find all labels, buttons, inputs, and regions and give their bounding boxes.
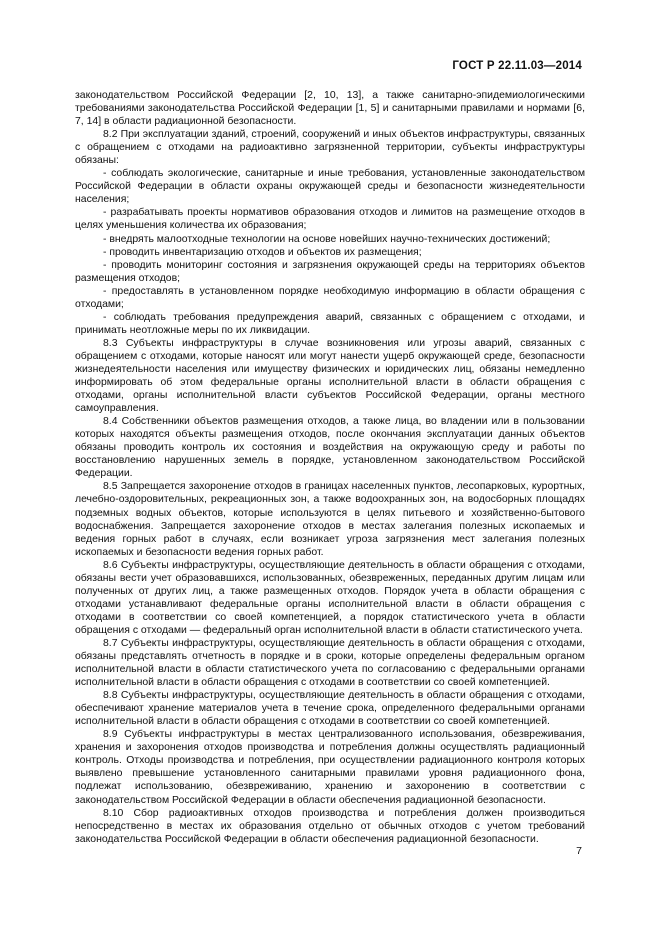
list-item: - соблюдать требования предупреждения аварий, связанных с обращением с отходами, и принимать неотложные меры по их ликвидации. — [75, 311, 585, 336]
list-item: - соблюдать экологические, санитарные и иные требования, установленные законодательством Российской Федерации в области охраны окружающей среды и безопасности жизнедеятельности населения; — [75, 168, 585, 206]
document-body — [75, 89, 585, 846]
paragraph-8-3: 8.3 Субъекты инфраструктуры в случае возникновения или угрозы аварий, связанных с обращением с отходами, которые наносят или могут нанести ущерб окружающей среде, безопасности жизнедеятельности населения или имуществу физических и юридических лиц, обязаны немедленно информировать об этом федеральные органы исполнительной власти в области обращения с отходами, органы исполнительной власти субъектов Российской Федерации, органы местного самоуправления. — [75, 337, 585, 415]
paragraph-8-10: 8.10 Сбор радиоактивных отходов производства и потребления должен производиться непосредственно в местах их образования отдельно от обычных отходов с учетом требований законодательства Российской Федерации в области обеспечения радиационной безопасности. — [75, 807, 585, 845]
list-item: - проводить мониторинг состояния и загрязнения окружающей среды на территориях объектов размещения отходов; — [75, 259, 585, 284]
list-item: - предоставлять в установленном порядке необходимую информацию в области обращения с отходами; — [75, 285, 585, 310]
paragraph-8-5: 8.5 Запрещается захоронение отходов в границах населенных пунктов, лесопарковых, курортных, лечебно-оздоровительных, рекреационных зон, а также водоохранных зон, на водосборных площадях подземных водных объектов, которые используются в целях питьевого и хозяйственно-бытового водоснабжения. Запрещается захоронение отходов в местах залегания полезных ископаемых и ведения горных работ в случаях, если возникает угроза загрязнения мест залегания полезных ископаемых и безопасности ведения горных работ. — [75, 481, 585, 558]
paragraph-8-8: 8.8 Субъекты инфраструктуры, осуществляющие деятельность в области обращения с отходами, обеспечивают хранение материалов учета в течение срока, определенного федеральными органами исполнительной власти в области обращения с отходами в соответствии со своей компетенцией. — [75, 690, 585, 728]
standard-designation: ГОСТ Р 22.11.03—2014 — [452, 60, 582, 72]
paragraph-8-2: 8.2 При эксплуатации зданий, строений, сооружений и иных объектов инфраструктуры, связанных с обращением с отходами на радиоактивно загрязненной территории, субъекты инфраструктуры обязаны: — [75, 129, 585, 167]
paragraph-8-9: 8.9 Субъекты инфраструктуры в местах централизованного использования, обезвреживания, хранения и захоронения отходов производства и потребления должны осуществлять радиационный контроль. Отходы производства и потребления, при осуществлении радиационного контроля которых выявлено превышение установленного санитарными правилами уровня радиационного фона, подлежат использованию, обезвреживанию, хранению и захоронению в соответствии с законодательством Российской Федерации в области обеспечения радиационной безопасности. — [75, 729, 585, 806]
paragraph-8-6: 8.6 Субъекты инфраструктуры, осуществляющие деятельность в области обращения с отходами, обязаны вести учет образовавшихся, использованных, обезвреженных, переданных другим лицам или полученных от других лиц, а также размещенных отходов. Порядок учета в области обращения с отходами устанавливают федеральные органы исполнительной власти в области обращения с отходами в соответствии со своей компетенцией, а порядок статистического учета в области обращения с отходами — федеральный орган исполнительной власти в области статистического учета. — [75, 559, 585, 636]
paragraph-8-7: 8.7 Субъекты инфраструктуры, осуществляющие деятельность в области обращения с отходами, обязаны представлять отчетность в порядке и в сроки, которые определены федеральным органом исполнительной власти в области статистического учета по согласованию с федеральными органами исполнительной власти в области обращения с отходами в соответствии со своей компетенцией. — [75, 637, 585, 689]
list-item: - внедрять малоотходные технологии на основе новейших научно-технических достижений; — [103, 233, 551, 245]
list-item: - проводить инвентаризацию отходов и объектов их размещения; — [103, 246, 422, 258]
paragraph-8-4: 8.4 Собственники объектов размещения отходов, а также лица, во владении или в пользовании которых находятся объекты размещения отходов, после окончания эксплуатации данных объектов обязаны проводить контроль их состояния и воздействия на окружающую среду и работы по восстановлению нарушенных земель в порядке, установленном законодательством Российской Федерации. — [75, 416, 585, 480]
paragraph-continuation: законодательством Российской Федерации [2, 10, 13], а также санитарно-эпидемиологическими требованиями законодательства Российской Федерации [1, 5] и санитарными правилами и нормами [6, 7, 14] в области радиационной безопасности. — [75, 90, 585, 128]
list-item: - разрабатывать проекты нормативов образования отходов и лимитов на размещение отходов в целях уменьшения количества их образования; — [75, 207, 585, 232]
page-number: 7 — [576, 845, 582, 857]
